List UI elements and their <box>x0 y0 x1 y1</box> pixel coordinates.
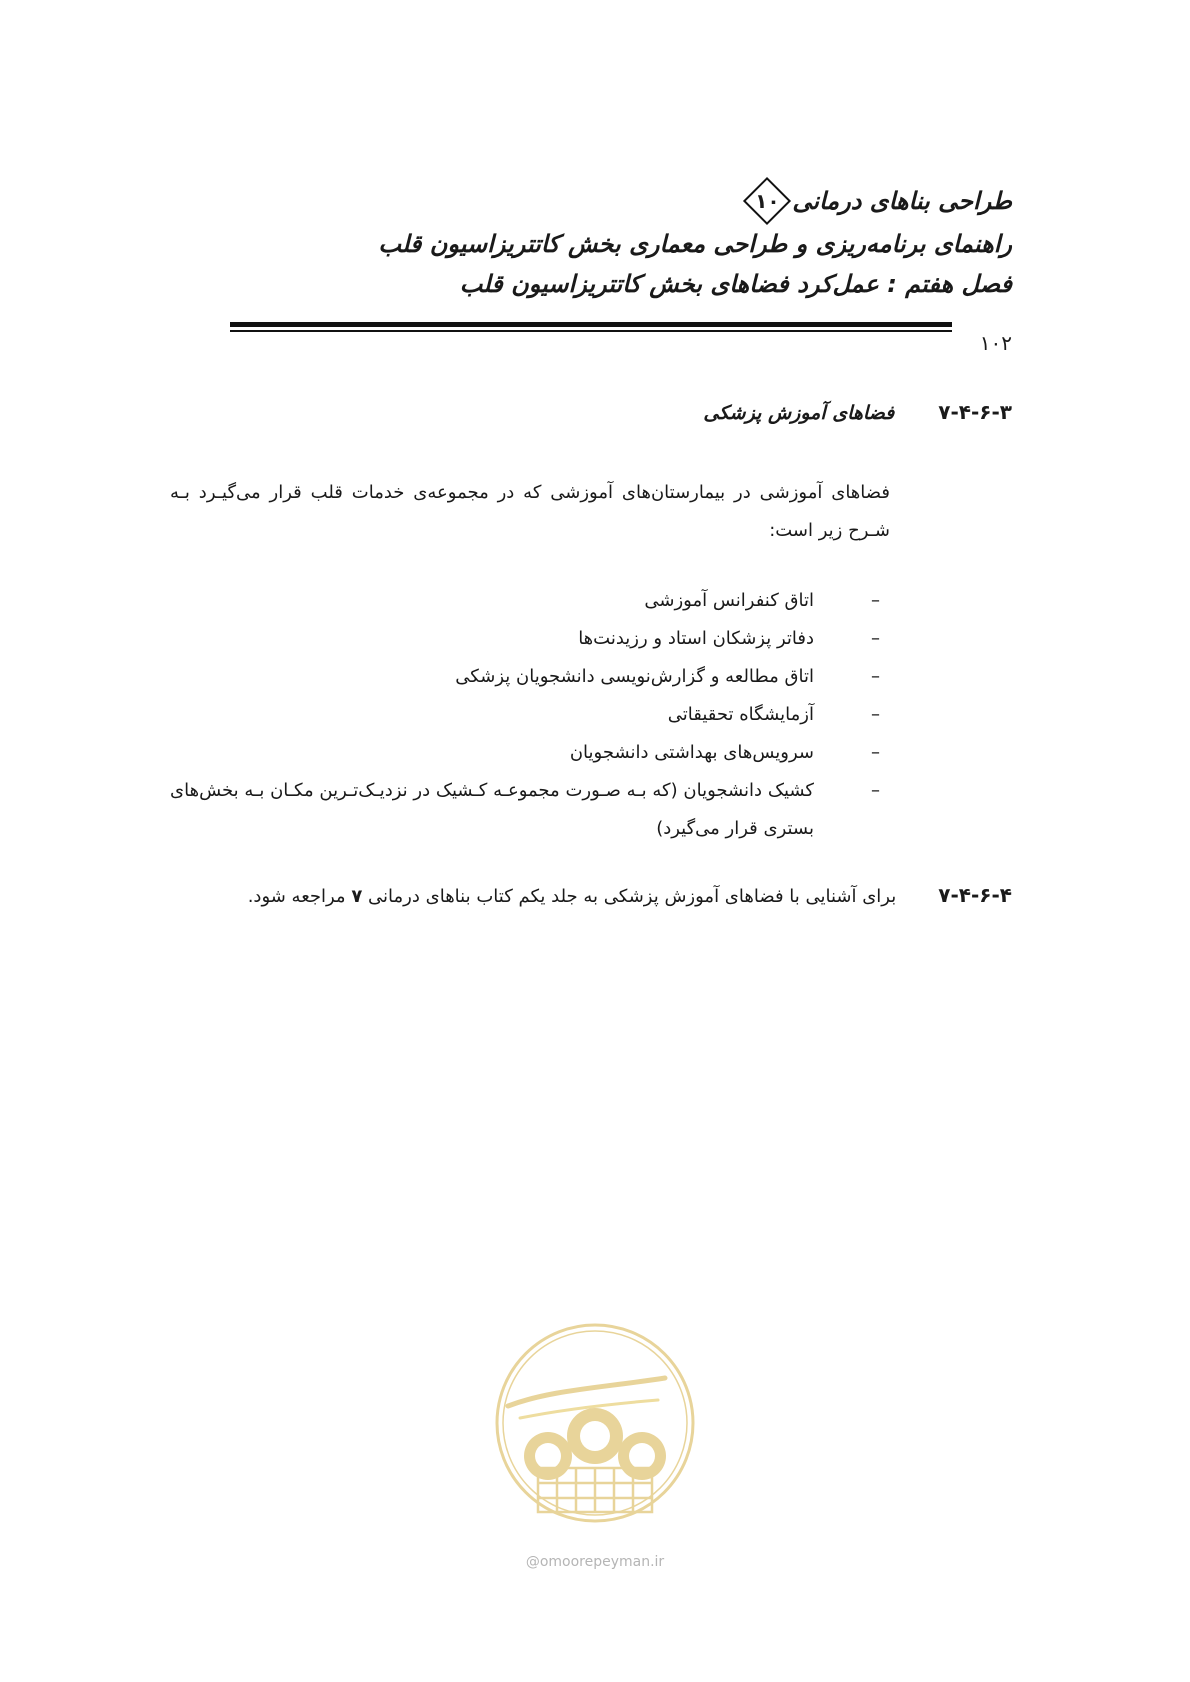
list-item <box>170 620 890 658</box>
dash-bullet: – <box>871 628 880 649</box>
reference-note <box>248 878 1012 916</box>
list-item <box>170 696 890 734</box>
list-item-text: کشیک دانشجویان (که بـه صـورت مجموعـه کـشیک در نزدیـک‌تـرین مکـان بـه بخش‌های بستری قرار می‌گیرد) <box>170 780 814 839</box>
list-item-text: آزمایشگاه تحقیقاتی <box>667 704 814 725</box>
gear-hole-center <box>580 1421 610 1451</box>
header-divider <box>230 322 952 332</box>
note-number: ۷-۴-۶-۴ <box>938 883 1012 907</box>
note-text-after: مراجعه شود. <box>247 886 346 907</box>
list-item-text: اتاق کنفرانس آموزشی <box>644 590 814 611</box>
divider-thick-line <box>230 322 952 327</box>
note-text <box>248 878 897 916</box>
list-item-text: سرویس‌های بهداشتی دانشجویان <box>569 742 814 763</box>
dash-bullet: – <box>871 742 880 763</box>
section-heading <box>703 400 1012 424</box>
book-title: راهنمای برنامه‌ریزی و طراحی معماری بخش کاتتریزاسیون قلب <box>378 230 1012 258</box>
section-number: ۷-۴-۶-۳ <box>938 400 1012 424</box>
list-item-text: اتاق مطالعه و گزارش‌نویسی دانشجویان پزشکی <box>455 666 814 687</box>
dash-bullet: – <box>871 590 880 611</box>
volume-number: ۱۰ <box>755 189 780 213</box>
note-volume-ref: ۷ <box>351 886 363 907</box>
page-header <box>192 178 1012 304</box>
page-number: ۱۰۲ <box>979 331 1012 355</box>
dash-bullet: – <box>871 780 880 801</box>
gear-hole-left <box>535 1443 561 1469</box>
series-title: طراحی بناهای درمانی <box>792 187 1012 215</box>
series-title-line <box>192 178 1012 224</box>
note-text-before: برای آشنایی با فضاهای آموزش پزشکی به جلد یکم کتاب بناهای درمانی <box>368 886 897 907</box>
chapter-title: فصل هفتم : عمل‌کرد فضاهای بخش کاتتریزاسیون قلب <box>459 270 1012 298</box>
list-item-text: دفاتر پزشکان استاد و رزیدنت‌ها <box>578 628 814 649</box>
dash-bullet: – <box>871 704 880 725</box>
section-intro: فضاهای آموزشی در بیمارستان‌های آموزشی که در مجموعه‌ی خدمات قلب قرار می‌گیـرد بـه شـرح زیر است: <box>170 482 890 541</box>
dash-bullet: – <box>871 666 880 687</box>
section-title: فضاهای آموزش پزشکی <box>703 402 895 424</box>
list-item <box>170 772 890 848</box>
list-item <box>170 658 890 696</box>
gear-hole-right <box>629 1443 655 1469</box>
divider-thin-line <box>230 330 952 332</box>
watermark-logo <box>490 1318 700 1578</box>
bullet-list <box>170 582 890 848</box>
volume-badge <box>744 178 790 224</box>
list-item <box>170 734 890 772</box>
watermark-website: @omoorepeyman.ir <box>525 1554 665 1570</box>
list-item <box>170 582 890 620</box>
